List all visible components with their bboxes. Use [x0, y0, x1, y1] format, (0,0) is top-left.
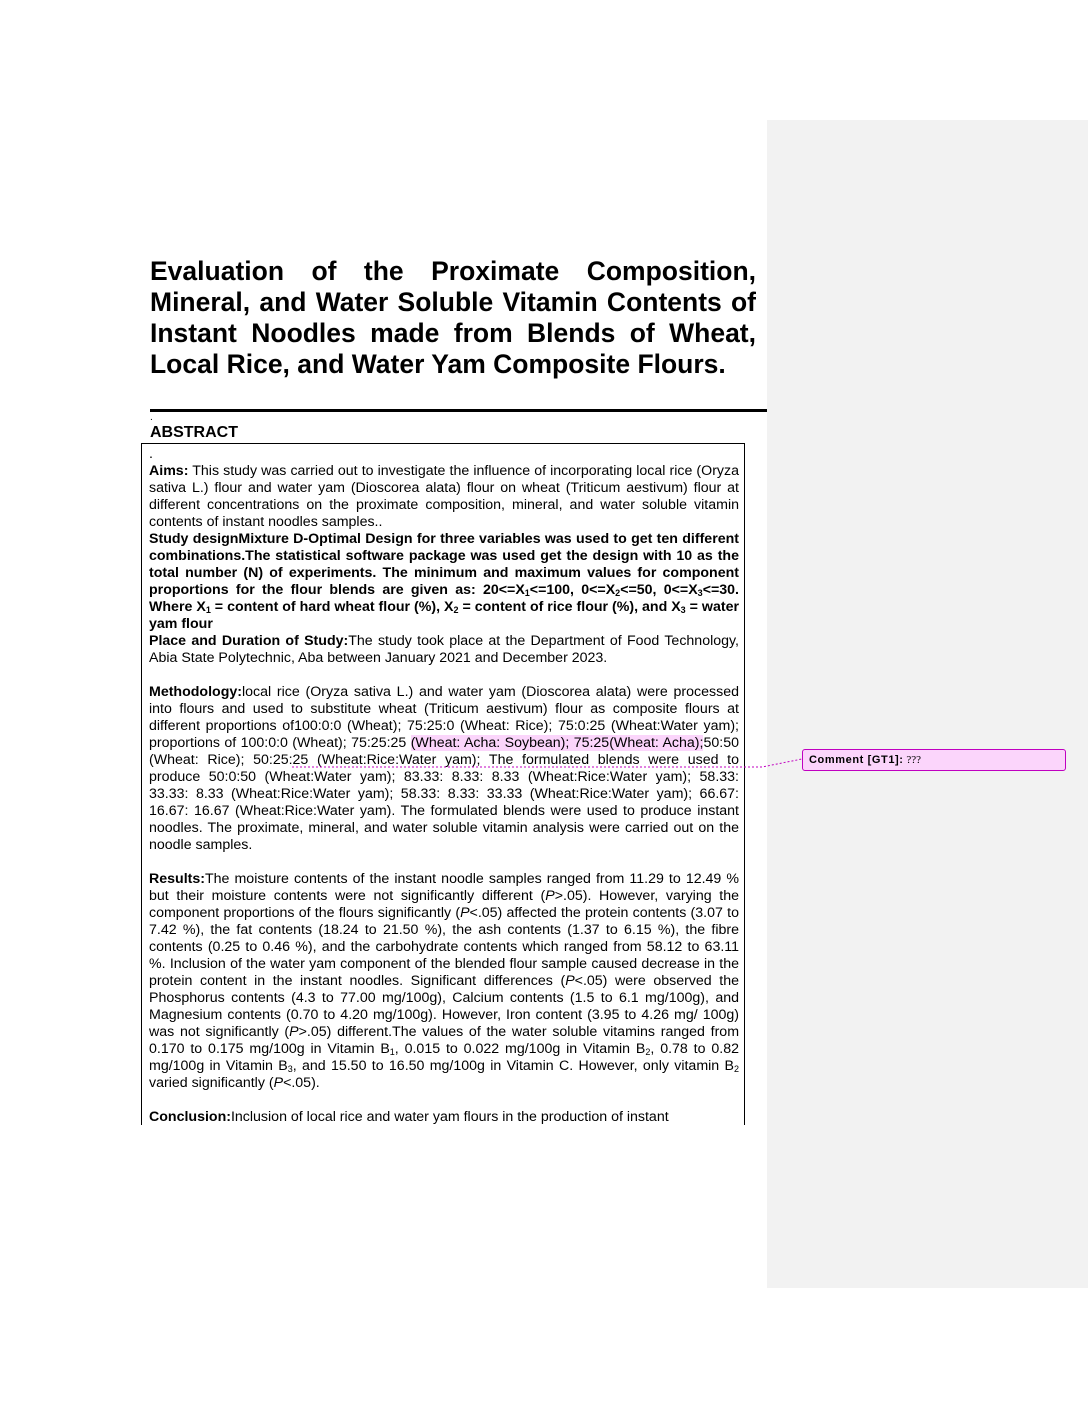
- comment-text: ???: [903, 754, 921, 766]
- methodology-label: Methodology:: [149, 684, 242, 700]
- aims-label: Aims:: [149, 463, 189, 479]
- aims-paragraph: [149, 463, 739, 531]
- comment-balloon[interactable]: [802, 749, 1066, 771]
- methodology-paragraph: Methodology:local rice (Oryza sativa L.) and water yam (Dioscorea alata) were processed into flours and used to substitute wheat (Triticum aestivum) flour as composite flours at different proportions of100:0:0 (Wheat); 75:25:0 (Wheat: Rice); 75:0:25 (Wheat:Water yam); proportions of 100:0:0 (Wheat); 75:25:25 (Wheat: Acha: Soybean); 75:25(Wheat: Acha);50:50 (Wheat: Rice); 50:25:25 (Wheat:Rice:Water yam); The formulated blends were used to produce 50:0:50 (Wheat:Water yam); 83.33: 8.33: 8.33 (Wheat:Rice:Water yam); 58.33: 33.33: 8.33 (Wheat:Rice:Water yam); 58.33: 8.33: 33.33 (Wheat:Rice:Water yam); 66.67: 16.67: 16.67 (Wheat:Rice:Water yam). The formulated blends were used to produce instant noodles. The proximate, mineral, and water soluble vitamin analysis were carried out on the noodle samples.: [149, 684, 739, 853]
- comment-pane: [767, 120, 1088, 1288]
- dot-marker: .: [150, 412, 153, 423]
- comment-connector-line: [292, 755, 804, 769]
- paper-title: Evaluation of the Proximate Composition, Mineral, and Water Soluble Vitamin Contents of Instant Noodles made from Blends of Wheat, Local Rice, and Water Yam Composite Flours.: [150, 256, 756, 379]
- place-text: The study took place at the Department of Food Technology, Abia State Polytechnic, Aba between January 2021 and December 2023.: [149, 633, 739, 666]
- place-label: Place and Duration of Study:: [149, 633, 349, 649]
- abstract-heading: ABSTRACT: [150, 424, 238, 441]
- study-design-paragraph: [149, 531, 739, 633]
- title-rule: [150, 409, 767, 412]
- leading-dot: .: [149, 446, 153, 462]
- commented-text-highlight[interactable]: (Wheat: Acha: Soybean); 75:25(Wheat: Acha);: [410, 735, 704, 751]
- results-paragraph: Results:The moisture contents of the instant noodle samples ranged from 11.29 to 12.49 % but their moisture contents were not significantly different (P>.05). However, varying the component proportions of the flours significantly (P<.05) affected the protein contents (3.07 to 7.42 %), the fat contents (18.24 to 21.50 %), the ash contents (1.37 to 6.15 %), the fibre contents (0.25 to 0.46 %), and the carbohydrate contents which ranged from 58.12 to 63.11 %. Inclusion of the water yam component of the blended flour sample caused decrease in the protein content in the instant noodles. Significant differences (P<.05) were observed the Phosphorus contents (4.3 to 77.00 mg/100g), Calcium contents (1.5 to 6.1 mg/100g), and Magnesium contents (0.70 to 4.20 mg/100g). However, Iron content (3.95 to 4.26 mg/ 100g) was not significantly (P>.05) different.The values of the water soluble vitamins ranged from 0.170 to 0.175 mg/100g in Vitamin $B_1$, 0.015 to 0.022 mg/100g in Vitamin $B_2$, 0.78 to 0.82 mg/100g in Vitamin $B_3$, and 15.50 to 16.50 mg/100g in Vitamin C. However, only vitamin $B_2$ varied significantly (P<.05).: [149, 871, 740, 1091]
- study-design-text: Study designMixture D-Optimal Design for three variables was used to get ten different combinations.The statistical software package was used get the design with 10 as the total number (N) of experiments. The minimum and maximum values for component proportions for the flour blends are given as: $20<=X_1<=100$, $0<=X_2<=50$, $0<=X_3<=30$. Where $X_1$ = content of hard wheat flour (%), $X_2$ = content of rice flour (%), and $X_3$ = water yam flour: [149, 531, 739, 632]
- conclusion-label: Conclusion:: [149, 1109, 231, 1125]
- conclusion-text: Inclusion of local rice and water yam flours in the production of instant: [230, 1109, 669, 1125]
- results-label: Results:: [149, 871, 205, 887]
- conclusion-paragraph: [149, 1109, 739, 1126]
- aims-text: This study was carried out to investigate the influence of incorporating local rice (Oryza sativa L.) flour and water yam (Dioscorea alata) flour on wheat (Triticum aestivum) flour at different concentrations on the proximate composition, mineral, and water soluble vitamin contents of instant noodles samples..: [149, 463, 739, 530]
- place-paragraph: [149, 633, 739, 667]
- comment-author: Comment [GT1]:: [809, 754, 904, 766]
- abstract-body: [149, 446, 739, 1126]
